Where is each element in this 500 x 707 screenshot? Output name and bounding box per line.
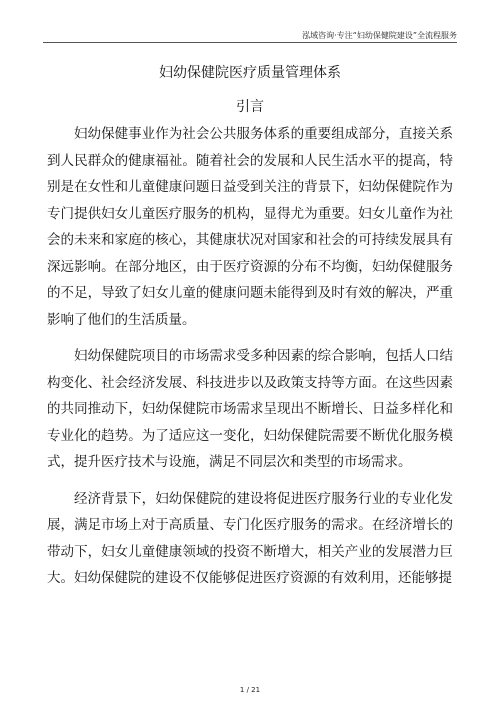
- body-paragraph: 妇幼保健事业作为社会公共服务体系的重要组成部分，直接关系到人民群众的健康福祉。随着社会的发展和人民生活水平的提高，特别是在女性和儿童健康问题日益受到关注的背景下，妇幼保健院作为专门提供妇女儿童医疗服务的机构，显得尤为重要。妇女儿童作为社会的未来和家庭的核心，其健康状况对国家和社会的可持续发展具有深远影响。在部分地区，由于医疗资源的分布不均衡，妇幼保健服务的不足，导致了妇女儿童的健康问题未能得到及时有效的解决，严重影响了他们的生活质量。: [47, 126, 453, 328]
- page-header-text: 泓域咨询·专注“妇幼保健院建设”全流程服务: [302, 31, 457, 40]
- section-heading: 引言: [236, 99, 264, 115]
- page-number: 1 / 21: [239, 686, 261, 694]
- document-title: 妇幼保健院医疗质量管理体系: [159, 65, 341, 81]
- document-body: [47, 121, 453, 602]
- body-paragraph: 妇幼保健院项目的市场需求受多种因素的综合影响，包括人口结构变化、社会经济发展、科技进步以及政策支持等方面。在这些因素的共同推动下，妇幼保健院市场需求呈现出不断增长、日益多样化和专业化的趋势。为了适应这一变化，妇幼保健院需要不断优化服务模式，提升医疗技术与设施，满足不同层次和类型的市场需求。: [47, 348, 453, 470]
- header-divider: [43, 42, 457, 43]
- body-paragraph: 经济背景下，妇幼保健院的建设将促进医疗服务行业的专业化发展，满足市场上对于高质量、专门化医疗服务的需求。在经济增长的带动下，妇女儿童健康领域的投资不断增大，相关产业的发展潜力巨大。妇幼保健院的建设不仅能够促进医疗资源的有效利用，还能够提: [47, 490, 453, 586]
